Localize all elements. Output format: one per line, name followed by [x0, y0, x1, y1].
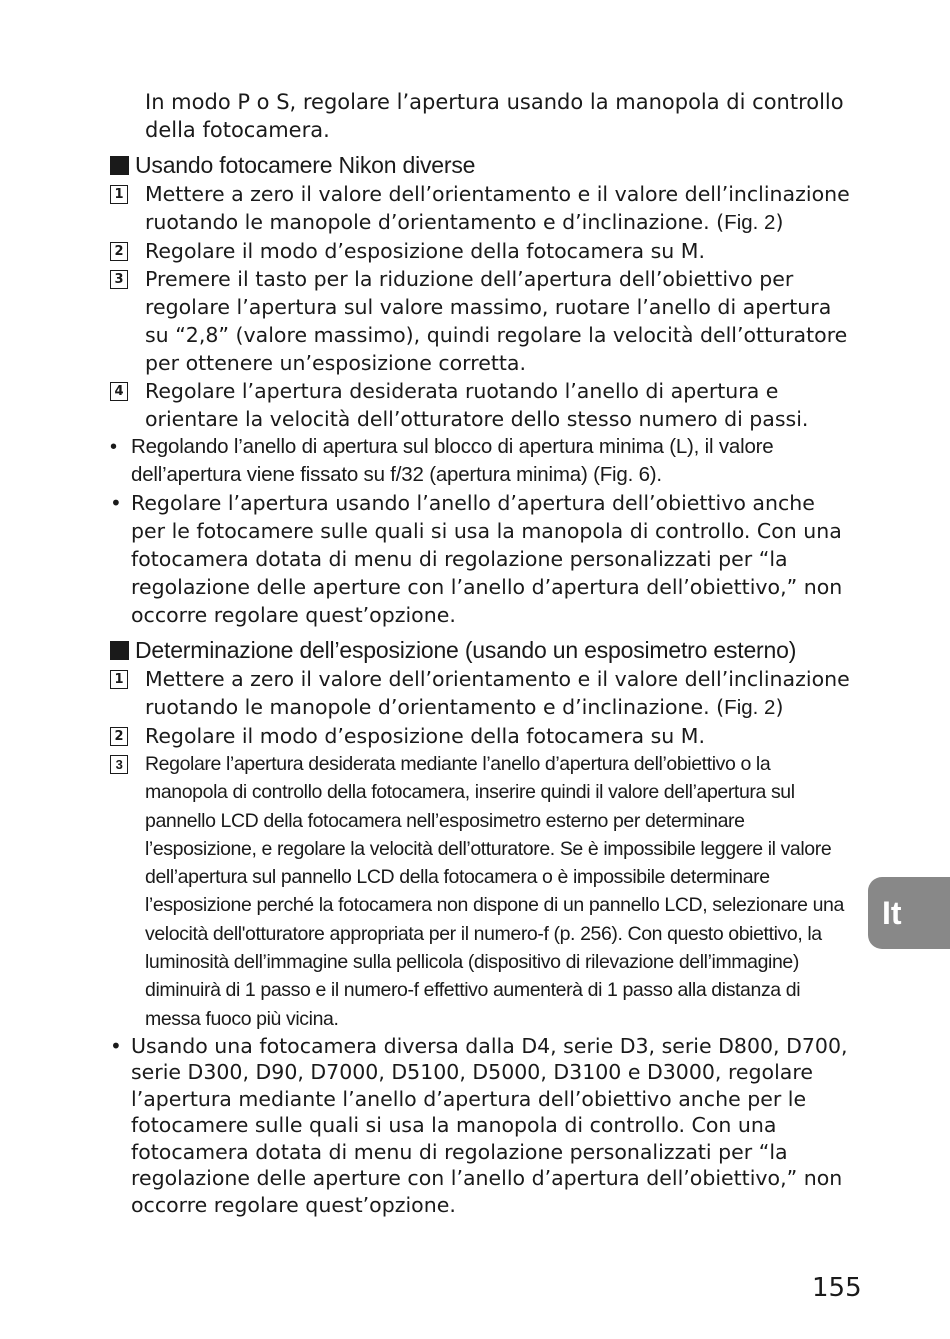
step-body: Mettere a zero il valore dell’orientamento e il valore dell’inclinazione ruotando le manopole d’orientamento e d’inclinazione.: [145, 667, 850, 719]
bullet-item: [110, 433, 850, 489]
bullet-text: Regolare l’apertura usando l’anello d’apertura dell’obiettivo anche per le fotocamere sulle quali si usa la manopola di controllo. Con una fotocamera dotata di menu di regolazione personalizzati per “la regolazione delle aperture con l’anello d’apertura dell’obiettivo,” non occorre regolare quest’opzione.: [131, 491, 843, 627]
intro-paragraph: In modo P o S, regolare l’apertura usando la manopola di controllo della fotocamera.: [145, 90, 844, 142]
figure-reference: Fig. 2: [724, 696, 776, 719]
page-content: [110, 88, 850, 1218]
square-bullet-icon: [110, 641, 129, 660]
step-text: Regolare l’apertura desiderata mediante l’anello d’apertura dell’obiettivo o la manopola di controllo della fotocamera, inserire quindi il valore dell’apertura sul pannello LCD della fotocamera nell’esposimetro esterno per determinare l’esposizione, e regolare la velocità dell’otturatore. Se è impossibile leggere il valore dell’apertura sul pannello LCD della fotocamera o è impossibile determinare l’esposizione perché la fotocamera non dispone di un pannello LCD, selezionare una velocità dell'otturatore appropriata per il numero-f (p. 256). Con questo obiettivo, la luminosità dell’immagine sulla pellicola (dispositivo di rilevazione dell’immagine) diminuirà di 1 passo e il numero-f effettivo aumenterà di 1 passo alla distanza di messa fuoco più vicina.: [145, 753, 844, 1030]
bullet-item: [110, 1033, 850, 1219]
step-number-box: 2: [110, 727, 128, 746]
numbered-step: [110, 180, 850, 237]
bullet-text: Regolando l’anello di apertura sul blocco di apertura minima (L), il valore dell’apertura viene fissato su f/32 (apertura minima) (Fig. 6).: [131, 435, 774, 486]
bullet-dot: •: [110, 436, 117, 458]
bullet-dot: •: [110, 491, 122, 515]
step-text: Regolare l’apertura desiderata ruotando l’anello di apertura e orientare la velocità dell’otturatore dello stesso numero di passi.: [145, 379, 809, 431]
numbered-step: [110, 265, 850, 377]
step-text: Mettere a zero il valore dell’orientamento e il valore dell’inclinazione ruotando le manopole d’orientamento e d’inclinazione. (Fig. 2): [145, 667, 850, 719]
step-number-box: 1: [110, 185, 128, 204]
numbered-step: [110, 665, 850, 722]
language-tab: It: [868, 877, 950, 949]
bullet-dot: •: [110, 1033, 122, 1058]
section-heading: [110, 635, 850, 665]
step-text: Premere il tasto per la riduzione dell’apertura dell’obiettivo per regolare l’apertura sul valore massimo, ruotare l’anello di apertura su “2,8” (valore massimo), quindi regolare la velocità dell’otturatore per ottenere un’esposizione corretta.: [145, 267, 848, 375]
numbered-step: [110, 750, 850, 1033]
section-heading-text: Usando fotocamere Nikon diverse: [135, 152, 476, 178]
step-text: Regolare il modo d’esposizione della fotocamera su M.: [145, 239, 705, 263]
numbered-step: [110, 722, 850, 750]
bullet-body: Regolando l’anello di apertura sul blocco di apertura minima (L), il valore dell’apertura viene fissato su f/32 (apertura minima): [131, 435, 774, 486]
step-number-box: 4: [110, 382, 128, 401]
figure-reference: Fig. 2: [724, 211, 776, 234]
step-body: Mettere a zero il valore dell’orientamento e il valore dell’inclinazione ruotando le manopole d’orientamento e d’inclinazione.: [145, 182, 850, 234]
figure-reference: Fig. 6: [599, 463, 650, 486]
bullet-text: Usando una fotocamera diversa dalla D4, serie D3, serie D800, D700, serie D300, D90, D7000, D5100, D5000, D3100 e D3000, regolare l’apertura mediante l’anello d’apertura dell’obiettivo anche per le fotocamere sulle quali si usa la manopola di controllo. Con una fotocamera dotata di menu di regolazione personalizzati per “la regolazione delle aperture con l’anello d’apertura dell’obiettivo,” non occorre regolare quest’opzione.: [131, 1033, 848, 1217]
section-heading-text: Determinazione dell’esposizione (usando un esposimetro esterno): [135, 637, 797, 663]
square-bullet-icon: [110, 156, 129, 175]
numbered-step: [110, 237, 850, 265]
step-text: Mettere a zero il valore dell’orientamento e il valore dell’inclinazione ruotando le manopole d’orientamento e d’inclinazione. (Fig. 2): [145, 182, 850, 234]
numbered-step: [110, 377, 850, 433]
section-heading: [110, 150, 850, 180]
step-text: Regolare il modo d’esposizione della fotocamera su M.: [145, 724, 705, 748]
page-number: 155: [812, 1273, 862, 1303]
step-number-box: 1: [110, 670, 128, 689]
step-number-box: 3: [110, 755, 128, 774]
step-number-box: 2: [110, 242, 128, 261]
step-number-box: 3: [110, 270, 128, 289]
bullet-item: [110, 489, 850, 629]
